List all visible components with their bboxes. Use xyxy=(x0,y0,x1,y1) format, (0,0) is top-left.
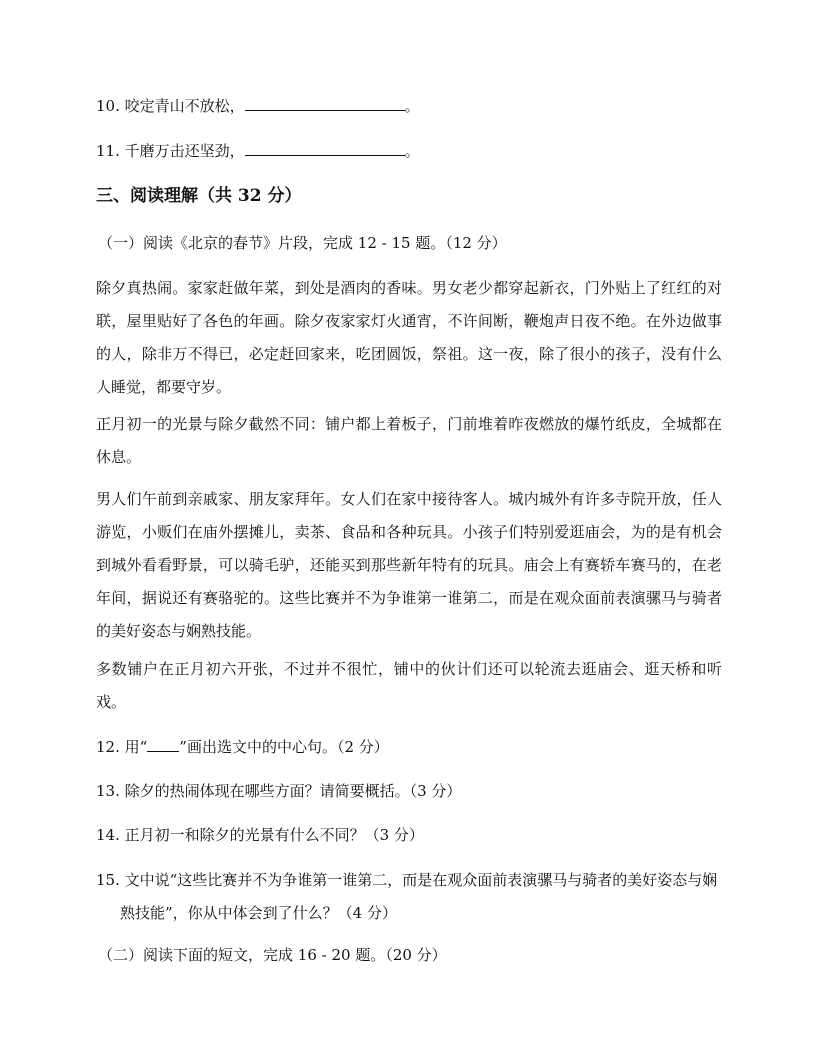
item-text: 千磨万击还坚劲， xyxy=(124,142,245,160)
item-number: 10. xyxy=(96,97,120,115)
question-12-prefix: 12. 用“ xyxy=(96,738,148,756)
question-14: 14. 正月初一和除夕的光景有什么不同？（3 分） xyxy=(96,826,424,844)
passage-paragraph-3: 男人们午前到亲戚家、朋友家拜年。女人们在家中接待客人。城内城外有许多寺院开放，任人游览，小贩们在庙外摆摊儿，卖茶、食品和各种玩具。小孩子们特别爱逛庙会，为的是有机会到城外看看野景，可以骑毛驴，还能买到那些新年特有的玩具。庙会上有赛轿车赛马的，在老年间，据说还有赛骆驼的。这些比赛并不为争谁第一谁第二，而是在观众面前表演骡马与骑者的美好姿态与娴熟技能。 xyxy=(96,490,722,640)
fill-item-10 xyxy=(96,96,420,116)
part2-intro: （二）阅读下面的短文，完成 16 - 20 题。（20 分） xyxy=(98,946,447,964)
item-end: 。 xyxy=(404,142,420,160)
item-number: 11. xyxy=(96,142,120,160)
question-12 xyxy=(96,737,722,757)
fill-item-11 xyxy=(96,141,420,161)
answer-blank[interactable] xyxy=(245,141,405,156)
item-text: 咬定青山不放松， xyxy=(124,97,245,115)
question-15: 15. 文中说“这些比赛并不为争谁第一谁第二，而是在观众面前表演骡马与骑者的美好姿态与娴熟技能”，你从中体会到了什么？（4 分） xyxy=(96,871,718,922)
question-13: 13. 除夕的热闹体现在哪些方面？请简要概括。（3 分） xyxy=(96,782,462,800)
section-heading: 三、阅读理解（共 32 分） xyxy=(96,186,302,206)
underline-mark xyxy=(147,739,179,752)
answer-blank[interactable] xyxy=(245,96,405,111)
part1-intro: （一）阅读《北京的春节》片段，完成 12 - 15 题。（12 分） xyxy=(98,234,507,252)
passage-paragraph-1: 除夕真热闹。家家赶做年菜，到处是酒肉的香味。男女老少都穿起新衣，门外贴上了红红的对联，屋里贴好了各色的年画。除夕夜家家灯火通宵，不许间断，鞭炮声日夜不绝。在外边做事的人，除非万不得已，必定赶回家来，吃团圆饭，祭祖。这一夜，除了很小的孩子，没有什么人睡觉，都要守岁。 xyxy=(96,279,722,396)
item-end: 。 xyxy=(404,97,420,115)
question-12-suffix: ”画出选文中的中心句。（2 分） xyxy=(179,738,389,756)
passage-paragraph-4: 多数铺户在正月初六开张，不过并不很忙，铺中的伙计们还可以轮流去逛庙会、逛天桥和听戏。 xyxy=(96,660,722,711)
passage-paragraph-2: 正月初一的光景与除夕截然不同：铺户都上着板子，门前堆着昨夜燃放的爆竹纸皮，全城都在休息。 xyxy=(96,415,722,466)
